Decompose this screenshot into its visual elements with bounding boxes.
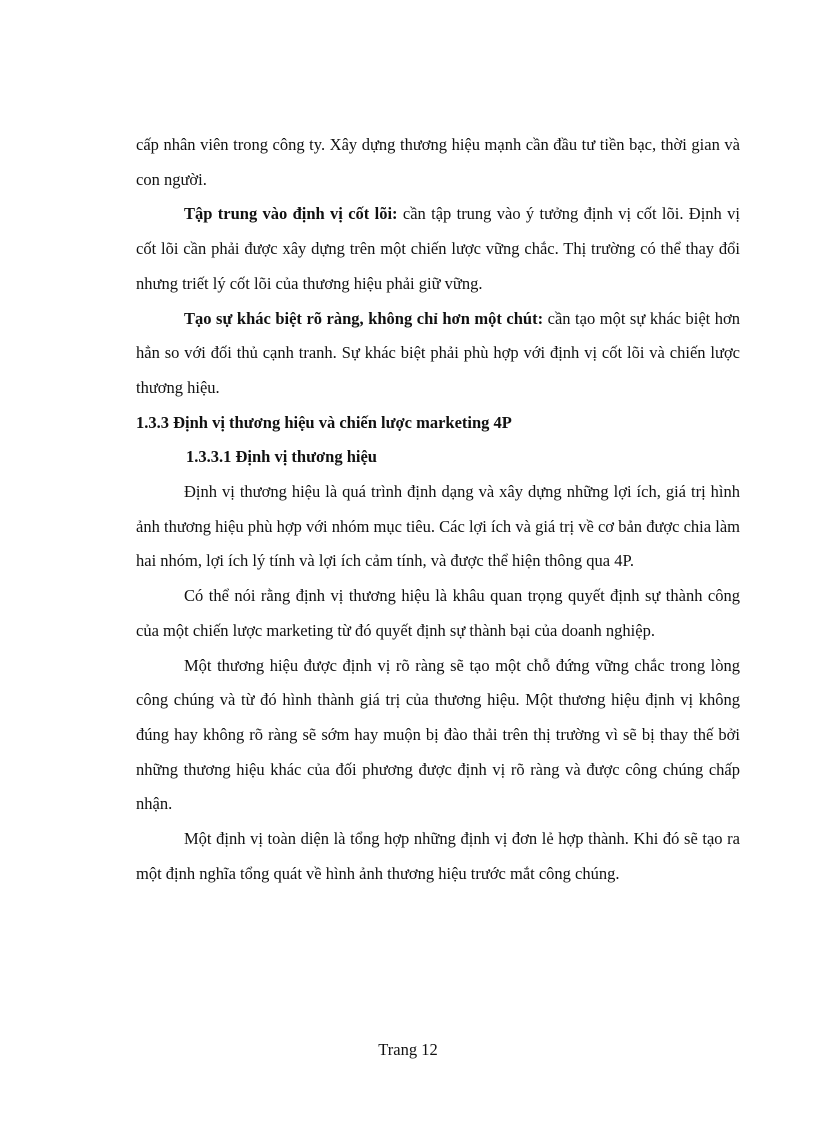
paragraph-text: cần tạo một sự khác biệt hơn hẳn so với đối thủ cạnh tranh. Sự khác biệt phải phù hợp với định vị cốt lõi và chiến lược thương hiệu. (136, 308, 741, 397)
paragraph-lead: Tạo sự khác biệt rõ ràng, không chỉ hơn một chút: (184, 308, 544, 328)
paragraph-continuation: cấp nhân viên trong công ty. Xây dựng thương hiệu mạnh cần đầu tư tiền bạc, thời gian và con người. (136, 135, 740, 189)
section-heading-1-3-3: 1.3.3 Định vị thương hiệu và chiến lược marketing 4P (136, 412, 512, 432)
paragraph-text: cần tập trung vào ý tưởng định vị cốt lõi. Định vị cốt lõi cần phải được xây dựng trên một chiến lược vững chắc. Thị trường có thể thay đổi nhưng triết lý cốt lõi của thương hiệu phải giữ vững. (136, 204, 740, 293)
paragraph-differentiation (136, 302, 740, 406)
paragraph-positioning-importance: Có thể nói rằng định vị thương hiệu là khâu quan trọng quyết định sự thành công của một chiến lược marketing từ đó quyết định sự thành bại của doanh nghiệp. (136, 586, 740, 640)
paragraph-brand-positioning-definition: Định vị thương hiệu là quá trình định dạng và xây dựng những lợi ích, giá trị hình ảnh thương hiệu phù hợp với nhóm mục tiêu. Các lợi ích và giá trị về cơ bản được chia làm hai nhóm, lợi ích lý tính và lợi ích cảm tính, và được thể hiện thông qua 4P. (136, 482, 740, 571)
document-body (136, 128, 740, 891)
paragraph-lead: Tập trung vào định vị cốt lõi: (184, 204, 398, 224)
page-number: Trang 12 (378, 1040, 438, 1059)
paragraph-comprehensive-positioning: Một định vị toàn diện là tổng hợp những định vị đơn lẻ hợp thành. Khi đó sẽ tạo ra một định nghĩa tổng quát về hình ảnh thương hiệu trước mắt công chúng. (136, 829, 740, 883)
subsection-heading-1-3-3-1: 1.3.3.1 Định vị thương hiệu (186, 447, 377, 467)
paragraph-clear-positioning: Một thương hiệu được định vị rõ ràng sẽ tạo một chỗ đứng vững chắc trong lòng công chúng và từ đó hình thành giá trị của thương hiệu. Một thương hiệu định vị không đúng hay không rõ ràng sẽ sớm hay muộn bị đào thải trên thị trường vì sẽ bị thay thế bởi những thương hiệu khác của đối phương được định vị rõ ràng và được công chúng chấp nhận. (136, 655, 740, 814)
paragraph-core-positioning (136, 197, 740, 301)
